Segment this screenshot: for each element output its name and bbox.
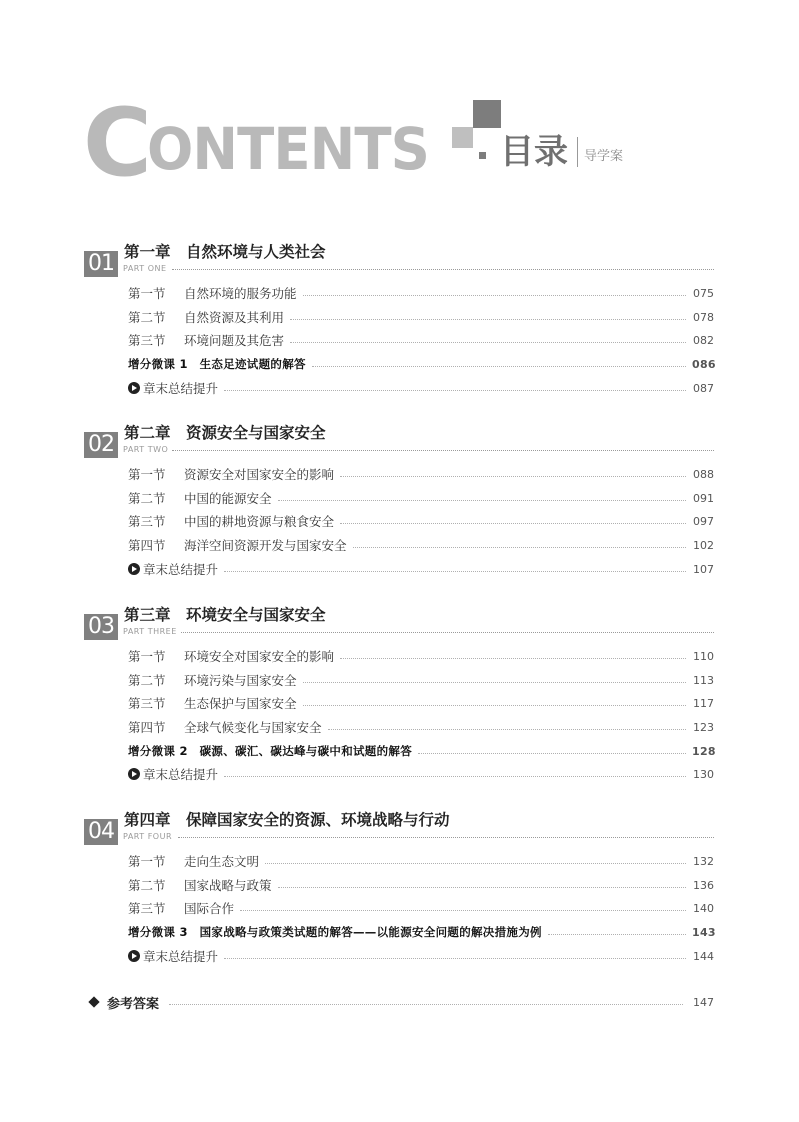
section-number: 第二节 [128,310,166,325]
dot-leader [224,776,686,777]
section-number: 第三节 [128,696,166,711]
page-number: 144 [693,949,714,963]
section-number: 第二节 [128,491,166,506]
chapter-title[interactable]: 第二章 资源安全与国家安全 [124,424,326,442]
toc-entry[interactable] [128,694,714,712]
page-number: 075 [693,286,714,300]
chapter-number: 04 [84,819,118,845]
dot-leader [290,342,686,343]
toc-entry[interactable] [128,465,714,483]
chapter-rule [178,837,714,838]
decor-square [452,127,473,148]
toc-entry-microlesson[interactable] [128,355,714,373]
dot-leader [548,934,686,935]
answers-title: 参考答案 [107,996,160,1012]
toc-entry[interactable] [128,308,714,326]
section-number: 第三节 [128,333,166,348]
toc-entry[interactable] [128,647,714,665]
dot-leader [224,571,686,572]
summary-title: 章末总结提升 [143,767,219,782]
section-number: 第三节 [128,514,166,529]
chapter-title[interactable]: 第四章 保障国家安全的资源、环境战略与行动 [124,811,450,829]
chapter-number: 02 [84,432,118,458]
microlesson-title: 增分微课 1 生态足迹试题的解答 [128,357,306,371]
section-number: 第二节 [128,878,166,893]
page-number: 078 [693,310,714,324]
section-title: 自然环境的服务功能 [184,286,297,301]
page-number: 123 [693,720,714,734]
toc-entry-microlesson[interactable] [128,923,714,941]
section-title: 海洋空间资源开发与国家安全 [184,538,347,553]
page-number: 143 [692,925,716,939]
page-title: 目录 [500,132,568,172]
page-number: 136 [693,878,714,892]
chapter-number: 03 [84,614,118,640]
section-number: 第一节 [128,649,166,664]
dot-leader [278,500,686,501]
toc-entry[interactable] [128,512,714,530]
toc-entry-summary[interactable] [128,560,714,578]
section-title: 环境安全对国家安全的影响 [184,649,335,664]
dot-leader [278,887,686,888]
toc-entry[interactable] [128,852,714,870]
page-number: 097 [693,514,714,528]
diamond-icon [88,996,99,1007]
dot-leader [328,729,686,730]
dot-leader [418,753,686,754]
section-title: 国家战略与政策 [184,878,272,893]
section-title: 国际合作 [184,901,235,916]
microlesson-title: 增分微课 3 国家战略与政策类试题的解答——以能源安全问题的解决措施为例 [128,925,542,939]
contents-initial: C [83,89,150,198]
section-title: 自然资源及其利用 [184,310,285,325]
chapter-part-label: PART TWO [123,445,169,454]
toc-entry-summary[interactable] [128,947,714,965]
dot-leader [340,523,686,524]
toc-entry-answers[interactable] [90,993,714,1011]
play-circle-icon [128,768,140,780]
toc-entry[interactable] [128,331,714,349]
chapter-title[interactable]: 第三章 环境安全与国家安全 [124,606,326,624]
page-number: 132 [693,854,714,868]
section-number: 第二节 [128,673,166,688]
dot-leader [290,319,686,320]
dot-leader [303,705,686,706]
decor-square [479,152,486,159]
page-number: 082 [693,333,714,347]
dot-leader [303,295,686,296]
page-number: 110 [693,649,714,663]
section-title: 环境问题及其危害 [184,333,285,348]
play-circle-icon [128,950,140,962]
dot-leader [240,910,686,911]
title-divider [577,137,578,167]
dot-leader [224,390,686,391]
section-number: 第四节 [128,720,166,735]
page-number: 117 [693,696,714,710]
page-number: 087 [693,381,714,395]
page-subtitle: 导学案 [584,149,624,164]
chapter-part-label: PART ONE [123,264,167,273]
section-title: 全球气候变化与国家安全 [184,720,322,735]
dot-leader [169,1004,683,1005]
microlesson-title: 增分微课 2 碳源、碳汇、碳达峰与碳中和试题的解答 [128,744,413,758]
toc-entry[interactable] [128,876,714,894]
page-number: 107 [693,562,714,576]
chapter-title[interactable]: 第一章 自然环境与人类社会 [124,243,326,261]
page-number: 113 [693,673,714,687]
toc-entry[interactable] [128,536,714,554]
section-title: 生态保护与国家安全 [184,696,297,711]
summary-title: 章末总结提升 [143,949,219,964]
section-title: 中国的能源安全 [184,491,272,506]
section-number: 第一节 [128,286,166,301]
toc-entry[interactable] [128,671,714,689]
toc-entry-summary[interactable] [128,379,714,397]
toc-entry[interactable] [128,489,714,507]
chapter-rule [181,632,714,633]
toc-entry-summary[interactable] [128,765,714,783]
toc-entry[interactable] [128,899,714,917]
page-number: 130 [693,767,714,781]
page-number: 102 [693,538,714,552]
chapter-number: 01 [84,251,118,277]
section-number: 第三节 [128,901,166,916]
dot-leader [265,863,686,864]
page-number: 140 [693,901,714,915]
page-number: 128 [692,744,716,758]
decor-square [473,100,501,128]
chapter-rule [172,450,714,451]
section-title: 环境污染与国家安全 [184,673,297,688]
page-number: 091 [693,491,714,505]
play-circle-icon [128,382,140,394]
section-number: 第四节 [128,538,166,553]
summary-title: 章末总结提升 [143,381,219,396]
dot-leader [303,682,686,683]
chapter-rule [172,269,714,270]
play-circle-icon [128,563,140,575]
section-number: 第一节 [128,854,166,869]
chapter-part-label: PART FOUR [123,832,173,841]
chapter-part-label: PART THREE [123,627,177,636]
dot-leader [340,476,686,477]
dot-leader [312,366,686,367]
page-number: 147 [693,995,714,1009]
toc-entry[interactable] [128,718,714,736]
summary-title: 章末总结提升 [143,562,219,577]
contents-word: ONTENTS [147,115,429,183]
toc-entry[interactable] [128,284,714,302]
dot-leader [353,547,686,548]
section-title: 中国的耕地资源与粮食安全 [184,514,335,529]
section-title: 走向生态文明 [184,854,260,869]
dot-leader [340,658,686,659]
section-title: 资源安全对国家安全的影响 [184,467,335,482]
toc-entry-microlesson[interactable] [128,742,714,760]
page-number: 086 [692,357,716,371]
dot-leader [224,958,686,959]
section-number: 第一节 [128,467,166,482]
page-number: 088 [693,467,714,481]
